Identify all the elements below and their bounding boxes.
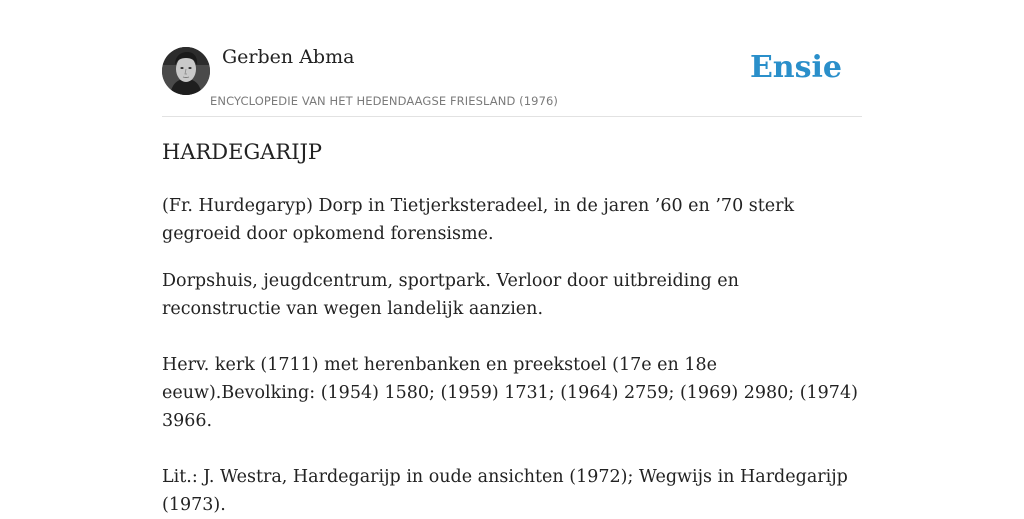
article-paragraph: (Fr. Hurdegaryp) Dorp in Tietjerksteradeel, in de jaren ’60 en ’70 sterk gegroeid door opkomend forensisme.: [162, 196, 795, 244]
author-portrait-icon: [162, 47, 210, 95]
source-title[interactable]: ENCYCLOPEDIE VAN HET HEDENDAAGSE FRIESLAND (1976): [210, 94, 559, 108]
author-name[interactable]: Gerben Abma: [222, 46, 355, 68]
article-title: HARDEGARIJP: [162, 140, 323, 164]
article-body: [162, 192, 862, 519]
article-paragraph: Lit.: J. Westra, Hardegarijp in oude ansichten (1972); Wegwijs in Hardegarijp (1973).: [162, 467, 848, 515]
author-avatar[interactable]: [162, 47, 210, 95]
brand-logo[interactable]: Ensie: [749, 50, 842, 85]
article-paragraph: Herv. kerk (1711) met herenbanken en preekstoel (17e en 18e eeuw).Bevolking: (1954) 1580; (1959) 1731; (1964) 2759; (1969) 2980; (1974) 3966.: [162, 355, 858, 431]
article-header: [162, 44, 862, 117]
article-paragraph: Dorpshuis, jeugdcentrum, sportpark. Verloor door uitbreiding en reconstructie van wegen landelijk aanzien.: [162, 271, 739, 319]
